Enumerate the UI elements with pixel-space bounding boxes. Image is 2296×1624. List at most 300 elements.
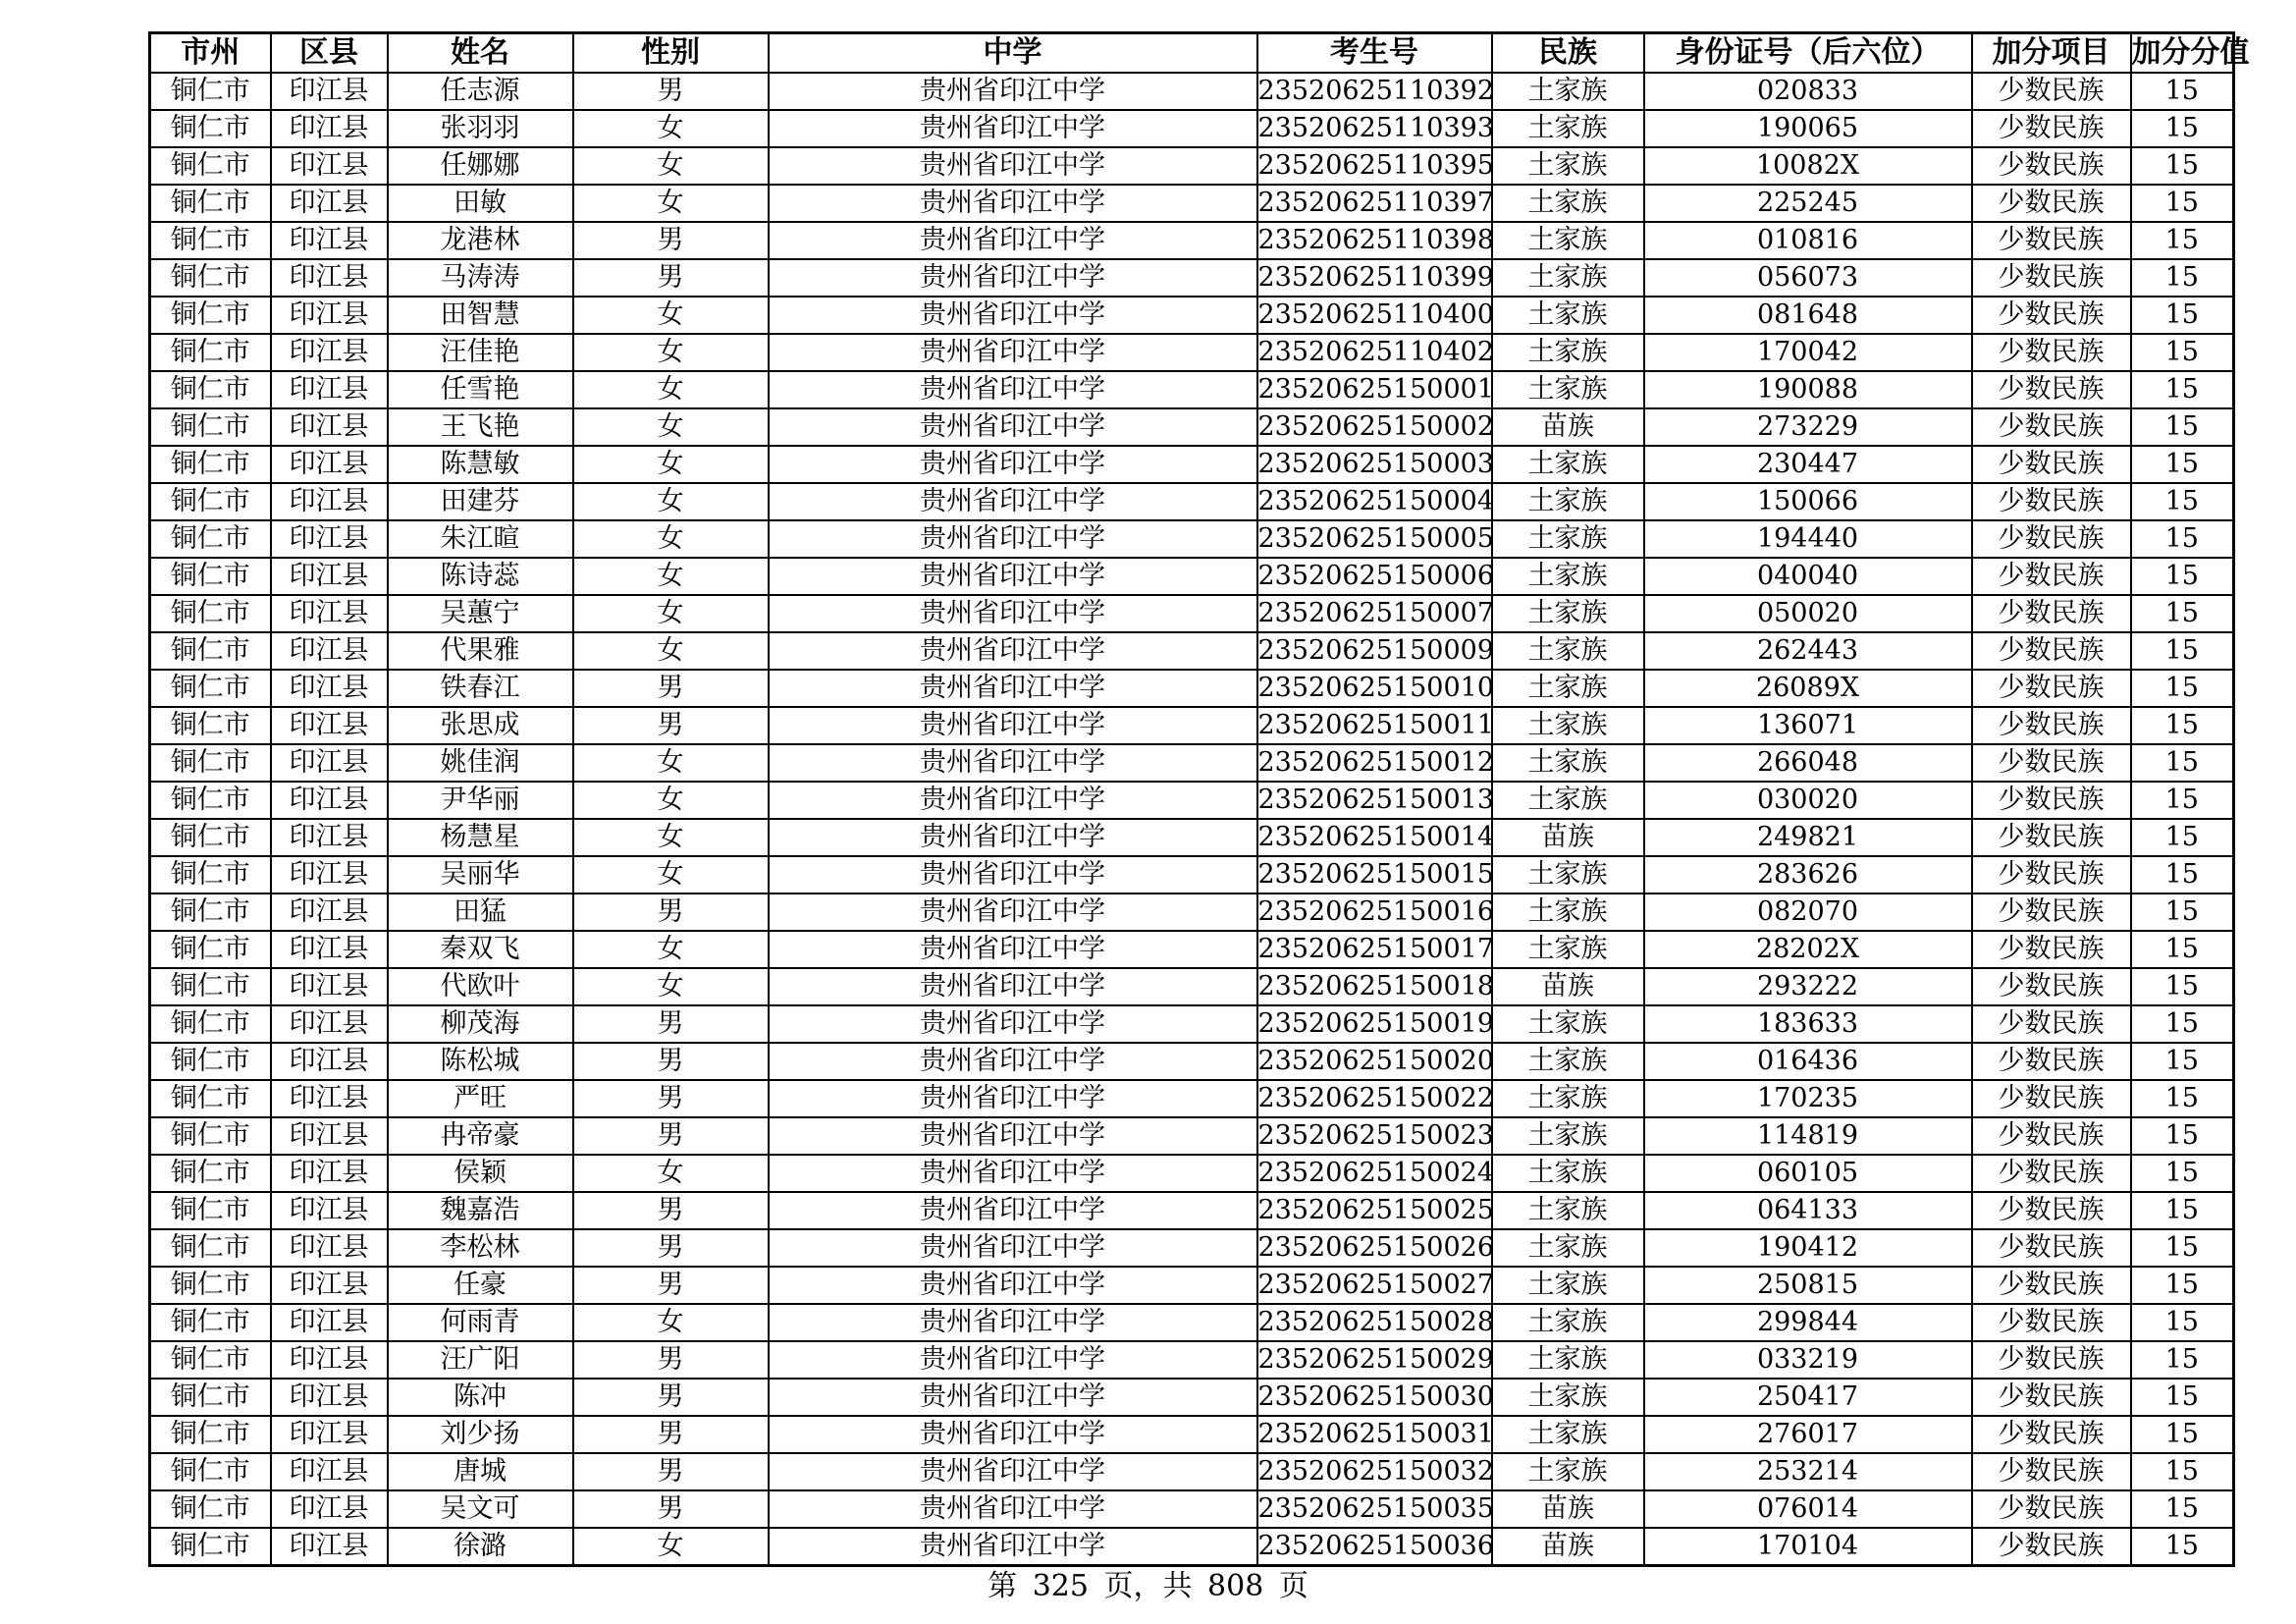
table-row bbox=[150, 1267, 2234, 1304]
table-row bbox=[150, 1155, 2234, 1192]
cell-exam-number: 23520625150029 bbox=[1257, 1341, 1492, 1379]
cell-ethnicity: 土家族 bbox=[1492, 371, 1644, 408]
cell-ethnicity: 土家族 bbox=[1492, 1304, 1644, 1341]
cell-gender: 男 bbox=[573, 222, 769, 259]
cell-name: 陈冲 bbox=[388, 1379, 573, 1416]
cell-exam-number: 23520625150023 bbox=[1257, 1117, 1492, 1155]
cell-bonus-value: 15 bbox=[2131, 371, 2234, 408]
cell-school: 贵州省印江中学 bbox=[769, 558, 1257, 595]
cell-school: 贵州省印江中学 bbox=[769, 1267, 1257, 1304]
cell-gender: 女 bbox=[573, 110, 769, 147]
table-row bbox=[150, 819, 2234, 856]
cell-gender: 男 bbox=[573, 893, 769, 931]
table-row bbox=[150, 483, 2234, 520]
cell-gender: 女 bbox=[573, 185, 769, 222]
cell-gender: 女 bbox=[573, 595, 769, 632]
cell-city: 铜仁市 bbox=[150, 483, 271, 520]
table-row bbox=[150, 782, 2234, 819]
cell-bonus-value: 15 bbox=[2131, 520, 2234, 558]
cell-id-last-six: 060105 bbox=[1644, 1155, 1972, 1192]
cell-id-last-six: 050020 bbox=[1644, 595, 1972, 632]
cell-bonus-value: 15 bbox=[2131, 1341, 2234, 1379]
cell-school: 贵州省印江中学 bbox=[769, 707, 1257, 744]
cell-exam-number: 23520625110397 bbox=[1257, 185, 1492, 222]
cell-bonus-item: 少数民族 bbox=[1972, 558, 2131, 595]
cell-county: 印江县 bbox=[271, 1416, 388, 1453]
cell-school: 贵州省印江中学 bbox=[769, 819, 1257, 856]
cell-exam-number: 23520625150030 bbox=[1257, 1379, 1492, 1416]
cell-name: 尹华丽 bbox=[388, 782, 573, 819]
table-row bbox=[150, 1490, 2234, 1528]
cell-bonus-item: 少数民族 bbox=[1972, 483, 2131, 520]
cell-city: 铜仁市 bbox=[150, 297, 271, 334]
cell-id-last-six: 056073 bbox=[1644, 259, 1972, 297]
cell-ethnicity: 土家族 bbox=[1492, 446, 1644, 483]
cell-school: 贵州省印江中学 bbox=[769, 147, 1257, 185]
cell-gender: 男 bbox=[573, 1192, 769, 1229]
cell-ethnicity: 土家族 bbox=[1492, 707, 1644, 744]
table-row bbox=[150, 1080, 2234, 1117]
cell-county: 印江县 bbox=[271, 968, 388, 1005]
cell-ethnicity: 土家族 bbox=[1492, 931, 1644, 968]
cell-city: 铜仁市 bbox=[150, 1416, 271, 1453]
cell-school: 贵州省印江中学 bbox=[769, 595, 1257, 632]
cell-exam-number: 23520625150001 bbox=[1257, 371, 1492, 408]
cell-ethnicity: 苗族 bbox=[1492, 968, 1644, 1005]
table-row bbox=[150, 558, 2234, 595]
cell-exam-number: 23520625110400 bbox=[1257, 297, 1492, 334]
cell-ethnicity: 苗族 bbox=[1492, 408, 1644, 446]
cell-ethnicity: 土家族 bbox=[1492, 1341, 1644, 1379]
cell-exam-number: 23520625150005 bbox=[1257, 520, 1492, 558]
cell-county: 印江县 bbox=[271, 782, 388, 819]
cell-gender: 女 bbox=[573, 446, 769, 483]
cell-county: 印江县 bbox=[271, 1192, 388, 1229]
cell-exam-number: 23520625150011 bbox=[1257, 707, 1492, 744]
table-row bbox=[150, 670, 2234, 707]
cell-ethnicity: 土家族 bbox=[1492, 297, 1644, 334]
cell-city: 铜仁市 bbox=[150, 893, 271, 931]
cell-county: 印江县 bbox=[271, 1155, 388, 1192]
table-row bbox=[150, 297, 2234, 334]
cell-name: 铁春江 bbox=[388, 670, 573, 707]
cell-bonus-item: 少数民族 bbox=[1972, 707, 2131, 744]
cell-name: 王飞艳 bbox=[388, 408, 573, 446]
cell-bonus-item: 少数民族 bbox=[1972, 931, 2131, 968]
cell-ethnicity: 土家族 bbox=[1492, 670, 1644, 707]
cell-ethnicity: 土家族 bbox=[1492, 1229, 1644, 1267]
cell-county: 印江县 bbox=[271, 185, 388, 222]
cell-ethnicity: 土家族 bbox=[1492, 73, 1644, 110]
cell-gender: 女 bbox=[573, 408, 769, 446]
cell-school: 贵州省印江中学 bbox=[769, 632, 1257, 670]
cell-city: 铜仁市 bbox=[150, 931, 271, 968]
cell-city: 铜仁市 bbox=[150, 1005, 271, 1043]
cell-school: 贵州省印江中学 bbox=[769, 856, 1257, 893]
cell-county: 印江县 bbox=[271, 1267, 388, 1304]
cell-bonus-item: 少数民族 bbox=[1972, 595, 2131, 632]
roster-sheet bbox=[148, 31, 2250, 1567]
header-exam-number: 考生号 bbox=[1257, 33, 1492, 74]
cell-bonus-item: 少数民族 bbox=[1972, 259, 2131, 297]
cell-gender: 女 bbox=[573, 856, 769, 893]
table-row bbox=[150, 931, 2234, 968]
cell-bonus-value: 15 bbox=[2131, 259, 2234, 297]
cell-name: 马涛涛 bbox=[388, 259, 573, 297]
cell-name: 汪广阳 bbox=[388, 1341, 573, 1379]
cell-ethnicity: 土家族 bbox=[1492, 744, 1644, 782]
cell-name: 田建芬 bbox=[388, 483, 573, 520]
cell-ethnicity: 土家族 bbox=[1492, 1005, 1644, 1043]
cell-name: 张思成 bbox=[388, 707, 573, 744]
cell-exam-number: 23520625150020 bbox=[1257, 1043, 1492, 1080]
table-row bbox=[150, 446, 2234, 483]
cell-id-last-six: 190412 bbox=[1644, 1229, 1972, 1267]
cell-city: 铜仁市 bbox=[150, 632, 271, 670]
cell-ethnicity: 土家族 bbox=[1492, 334, 1644, 371]
cell-name: 张羽羽 bbox=[388, 110, 573, 147]
cell-name: 徐潞 bbox=[388, 1528, 573, 1566]
table-row bbox=[150, 744, 2234, 782]
cell-exam-number: 23520625110392 bbox=[1257, 73, 1492, 110]
cell-city: 铜仁市 bbox=[150, 259, 271, 297]
table-row bbox=[150, 1528, 2234, 1566]
table-row bbox=[150, 856, 2234, 893]
header-ethnicity: 民族 bbox=[1492, 33, 1644, 74]
cell-ethnicity: 苗族 bbox=[1492, 819, 1644, 856]
table-row bbox=[150, 371, 2234, 408]
cell-gender: 女 bbox=[573, 371, 769, 408]
cell-ethnicity: 土家族 bbox=[1492, 1155, 1644, 1192]
cell-id-last-six: 033219 bbox=[1644, 1341, 1972, 1379]
cell-id-last-six: 170042 bbox=[1644, 334, 1972, 371]
cell-county: 印江县 bbox=[271, 707, 388, 744]
cell-county: 印江县 bbox=[271, 1080, 388, 1117]
cell-bonus-value: 15 bbox=[2131, 968, 2234, 1005]
cell-ethnicity: 土家族 bbox=[1492, 1080, 1644, 1117]
cell-county: 印江县 bbox=[271, 1043, 388, 1080]
table-row bbox=[150, 1192, 2234, 1229]
cell-city: 铜仁市 bbox=[150, 1117, 271, 1155]
cell-city: 铜仁市 bbox=[150, 371, 271, 408]
cell-bonus-item: 少数民族 bbox=[1972, 1043, 2131, 1080]
cell-name: 朱江暄 bbox=[388, 520, 573, 558]
cell-exam-number: 23520625150028 bbox=[1257, 1304, 1492, 1341]
table-row bbox=[150, 110, 2234, 147]
cell-gender: 女 bbox=[573, 744, 769, 782]
cell-gender: 女 bbox=[573, 520, 769, 558]
cell-bonus-value: 15 bbox=[2131, 334, 2234, 371]
cell-exam-number: 23520625150027 bbox=[1257, 1267, 1492, 1304]
cell-name: 汪佳艳 bbox=[388, 334, 573, 371]
cell-exam-number: 23520625150007 bbox=[1257, 595, 1492, 632]
cell-ethnicity: 土家族 bbox=[1492, 782, 1644, 819]
cell-exam-number: 23520625150024 bbox=[1257, 1155, 1492, 1192]
cell-ethnicity: 苗族 bbox=[1492, 1490, 1644, 1528]
cell-id-last-six: 076014 bbox=[1644, 1490, 1972, 1528]
cell-bonus-item: 少数民族 bbox=[1972, 1080, 2131, 1117]
table-row bbox=[150, 222, 2234, 259]
table-row bbox=[150, 147, 2234, 185]
cell-bonus-item: 少数民族 bbox=[1972, 1304, 2131, 1341]
cell-city: 铜仁市 bbox=[150, 1267, 271, 1304]
cell-city: 铜仁市 bbox=[150, 707, 271, 744]
cell-county: 印江县 bbox=[271, 856, 388, 893]
cell-id-last-six: 170235 bbox=[1644, 1080, 1972, 1117]
cell-ethnicity: 土家族 bbox=[1492, 595, 1644, 632]
cell-name: 陈慧敏 bbox=[388, 446, 573, 483]
header-city: 市州 bbox=[150, 33, 271, 74]
cell-exam-number: 23520625110399 bbox=[1257, 259, 1492, 297]
table-row bbox=[150, 595, 2234, 632]
cell-id-last-six: 114819 bbox=[1644, 1117, 1972, 1155]
cell-id-last-six: 081648 bbox=[1644, 297, 1972, 334]
cell-city: 铜仁市 bbox=[150, 520, 271, 558]
cell-name: 任豪 bbox=[388, 1267, 573, 1304]
cell-city: 铜仁市 bbox=[150, 147, 271, 185]
cell-ethnicity: 土家族 bbox=[1492, 147, 1644, 185]
cell-city: 铜仁市 bbox=[150, 1155, 271, 1192]
cell-bonus-item: 少数民族 bbox=[1972, 632, 2131, 670]
cell-school: 贵州省印江中学 bbox=[769, 1043, 1257, 1080]
cell-gender: 男 bbox=[573, 707, 769, 744]
cell-bonus-value: 15 bbox=[2131, 670, 2234, 707]
cell-exam-number: 23520625150013 bbox=[1257, 782, 1492, 819]
cell-county: 印江县 bbox=[271, 1453, 388, 1490]
cell-city: 铜仁市 bbox=[150, 73, 271, 110]
cell-school: 贵州省印江中学 bbox=[769, 1192, 1257, 1229]
cell-exam-number: 23520625150032 bbox=[1257, 1453, 1492, 1490]
cell-city: 铜仁市 bbox=[150, 446, 271, 483]
cell-school: 贵州省印江中学 bbox=[769, 371, 1257, 408]
cell-city: 铜仁市 bbox=[150, 856, 271, 893]
cell-school: 贵州省印江中学 bbox=[769, 1341, 1257, 1379]
table-row bbox=[150, 968, 2234, 1005]
cell-bonus-value: 15 bbox=[2131, 1379, 2234, 1416]
cell-name: 吴丽华 bbox=[388, 856, 573, 893]
cell-gender: 女 bbox=[573, 1155, 769, 1192]
cell-bonus-item: 少数民族 bbox=[1972, 893, 2131, 931]
cell-ethnicity: 土家族 bbox=[1492, 1117, 1644, 1155]
cell-bonus-item: 少数民族 bbox=[1972, 1267, 2131, 1304]
cell-ethnicity: 土家族 bbox=[1492, 483, 1644, 520]
cell-name: 任雪艳 bbox=[388, 371, 573, 408]
cell-county: 印江县 bbox=[271, 1490, 388, 1528]
cell-county: 印江县 bbox=[271, 147, 388, 185]
table-row bbox=[150, 1043, 2234, 1080]
cell-school: 贵州省印江中学 bbox=[769, 73, 1257, 110]
cell-gender: 男 bbox=[573, 259, 769, 297]
cell-id-last-six: 136071 bbox=[1644, 707, 1972, 744]
cell-bonus-value: 15 bbox=[2131, 931, 2234, 968]
cell-county: 印江县 bbox=[271, 1528, 388, 1566]
cell-name: 陈松城 bbox=[388, 1043, 573, 1080]
cell-name: 任志源 bbox=[388, 73, 573, 110]
cell-name: 代果雅 bbox=[388, 632, 573, 670]
cell-city: 铜仁市 bbox=[150, 968, 271, 1005]
cell-exam-number: 23520625150016 bbox=[1257, 893, 1492, 931]
cell-bonus-value: 15 bbox=[2131, 707, 2234, 744]
cell-city: 铜仁市 bbox=[150, 819, 271, 856]
cell-county: 印江县 bbox=[271, 1117, 388, 1155]
cell-city: 铜仁市 bbox=[150, 110, 271, 147]
cell-id-last-six: 273229 bbox=[1644, 408, 1972, 446]
cell-gender: 女 bbox=[573, 968, 769, 1005]
cell-gender: 女 bbox=[573, 297, 769, 334]
cell-exam-number: 23520625150009 bbox=[1257, 632, 1492, 670]
cell-exam-number: 23520625110402 bbox=[1257, 334, 1492, 371]
cell-ethnicity: 土家族 bbox=[1492, 222, 1644, 259]
cell-name: 唐城 bbox=[388, 1453, 573, 1490]
cell-city: 铜仁市 bbox=[150, 222, 271, 259]
table-row bbox=[150, 1229, 2234, 1267]
cell-id-last-six: 183633 bbox=[1644, 1005, 1972, 1043]
cell-exam-number: 23520625150002 bbox=[1257, 408, 1492, 446]
cell-bonus-value: 15 bbox=[2131, 782, 2234, 819]
cell-bonus-item: 少数民族 bbox=[1972, 110, 2131, 147]
cell-ethnicity: 土家族 bbox=[1492, 110, 1644, 147]
cell-city: 铜仁市 bbox=[150, 558, 271, 595]
cell-bonus-item: 少数民族 bbox=[1972, 1192, 2131, 1229]
cell-id-last-six: 230447 bbox=[1644, 446, 1972, 483]
cell-school: 贵州省印江中学 bbox=[769, 670, 1257, 707]
cell-bonus-item: 少数民族 bbox=[1972, 147, 2131, 185]
cell-bonus-value: 15 bbox=[2131, 1117, 2234, 1155]
cell-school: 贵州省印江中学 bbox=[769, 893, 1257, 931]
cell-city: 铜仁市 bbox=[150, 408, 271, 446]
cell-id-last-six: 293222 bbox=[1644, 968, 1972, 1005]
cell-bonus-item: 少数民族 bbox=[1972, 1117, 2131, 1155]
cell-school: 贵州省印江中学 bbox=[769, 408, 1257, 446]
bonus-points-table bbox=[148, 31, 2250, 1567]
cell-id-last-six: 249821 bbox=[1644, 819, 1972, 856]
cell-id-last-six: 276017 bbox=[1644, 1416, 1972, 1453]
cell-bonus-item: 少数民族 bbox=[1972, 782, 2131, 819]
cell-bonus-value: 15 bbox=[2131, 1080, 2234, 1117]
cell-city: 铜仁市 bbox=[150, 782, 271, 819]
cell-school: 贵州省印江中学 bbox=[769, 1528, 1257, 1566]
table-header-row bbox=[150, 33, 2234, 74]
cell-city: 铜仁市 bbox=[150, 1528, 271, 1566]
cell-bonus-item: 少数民族 bbox=[1972, 1453, 2131, 1490]
cell-gender: 女 bbox=[573, 147, 769, 185]
cell-gender: 男 bbox=[573, 73, 769, 110]
cell-name: 田猛 bbox=[388, 893, 573, 931]
cell-county: 印江县 bbox=[271, 446, 388, 483]
cell-bonus-value: 15 bbox=[2131, 408, 2234, 446]
cell-city: 铜仁市 bbox=[150, 670, 271, 707]
cell-bonus-item: 少数民族 bbox=[1972, 446, 2131, 483]
cell-bonus-item: 少数民族 bbox=[1972, 670, 2131, 707]
cell-gender: 男 bbox=[573, 1117, 769, 1155]
cell-ethnicity: 苗族 bbox=[1492, 1528, 1644, 1566]
cell-name: 吴文可 bbox=[388, 1490, 573, 1528]
cell-exam-number: 23520625150018 bbox=[1257, 968, 1492, 1005]
cell-bonus-item: 少数民族 bbox=[1972, 856, 2131, 893]
cell-bonus-value: 15 bbox=[2131, 1192, 2234, 1229]
cell-id-last-six: 250417 bbox=[1644, 1379, 1972, 1416]
cell-id-last-six: 26089X bbox=[1644, 670, 1972, 707]
cell-name: 龙港林 bbox=[388, 222, 573, 259]
cell-bonus-item: 少数民族 bbox=[1972, 1229, 2131, 1267]
cell-bonus-value: 15 bbox=[2131, 446, 2234, 483]
cell-school: 贵州省印江中学 bbox=[769, 334, 1257, 371]
cell-city: 铜仁市 bbox=[150, 1379, 271, 1416]
cell-exam-number: 23520625110398 bbox=[1257, 222, 1492, 259]
cell-city: 铜仁市 bbox=[150, 1229, 271, 1267]
table-row bbox=[150, 1304, 2234, 1341]
cell-gender: 女 bbox=[573, 558, 769, 595]
cell-gender: 男 bbox=[573, 1341, 769, 1379]
cell-school: 贵州省印江中学 bbox=[769, 931, 1257, 968]
cell-ethnicity: 土家族 bbox=[1492, 1043, 1644, 1080]
cell-exam-number: 23520625150012 bbox=[1257, 744, 1492, 782]
cell-city: 铜仁市 bbox=[150, 1304, 271, 1341]
cell-bonus-value: 15 bbox=[2131, 819, 2234, 856]
cell-gender: 男 bbox=[573, 1005, 769, 1043]
cell-exam-number: 23520625150014 bbox=[1257, 819, 1492, 856]
cell-id-last-six: 194440 bbox=[1644, 520, 1972, 558]
table-row bbox=[150, 408, 2234, 446]
cell-school: 贵州省印江中学 bbox=[769, 1155, 1257, 1192]
cell-county: 印江县 bbox=[271, 297, 388, 334]
cell-gender: 男 bbox=[573, 1080, 769, 1117]
cell-bonus-value: 15 bbox=[2131, 110, 2234, 147]
cell-id-last-six: 266048 bbox=[1644, 744, 1972, 782]
cell-city: 铜仁市 bbox=[150, 744, 271, 782]
header-name: 姓名 bbox=[388, 33, 573, 74]
cell-city: 铜仁市 bbox=[150, 1192, 271, 1229]
cell-bonus-item: 少数民族 bbox=[1972, 185, 2131, 222]
cell-bonus-value: 15 bbox=[2131, 297, 2234, 334]
cell-school: 贵州省印江中学 bbox=[769, 1379, 1257, 1416]
cell-exam-number: 23520625110395 bbox=[1257, 147, 1492, 185]
cell-name: 冉帝豪 bbox=[388, 1117, 573, 1155]
cell-gender: 男 bbox=[573, 1379, 769, 1416]
cell-ethnicity: 土家族 bbox=[1492, 520, 1644, 558]
cell-county: 印江县 bbox=[271, 595, 388, 632]
cell-name: 严旺 bbox=[388, 1080, 573, 1117]
cell-id-last-six: 262443 bbox=[1644, 632, 1972, 670]
cell-bonus-value: 15 bbox=[2131, 1155, 2234, 1192]
cell-county: 印江县 bbox=[271, 632, 388, 670]
cell-exam-number: 23520625150035 bbox=[1257, 1490, 1492, 1528]
header-county: 区县 bbox=[271, 33, 388, 74]
cell-bonus-item: 少数民族 bbox=[1972, 1490, 2131, 1528]
cell-ethnicity: 土家族 bbox=[1492, 1267, 1644, 1304]
table-row bbox=[150, 259, 2234, 297]
cell-county: 印江县 bbox=[271, 371, 388, 408]
cell-gender: 男 bbox=[573, 1043, 769, 1080]
cell-school: 贵州省印江中学 bbox=[769, 110, 1257, 147]
cell-id-last-six: 170104 bbox=[1644, 1528, 1972, 1566]
cell-city: 铜仁市 bbox=[150, 185, 271, 222]
cell-ethnicity: 土家族 bbox=[1492, 893, 1644, 931]
cell-ethnicity: 土家族 bbox=[1492, 1379, 1644, 1416]
cell-gender: 男 bbox=[573, 1453, 769, 1490]
cell-county: 印江县 bbox=[271, 744, 388, 782]
cell-bonus-value: 15 bbox=[2131, 147, 2234, 185]
cell-exam-number: 23520625110393 bbox=[1257, 110, 1492, 147]
cell-county: 印江县 bbox=[271, 259, 388, 297]
cell-gender: 男 bbox=[573, 1267, 769, 1304]
table-body bbox=[150, 73, 2234, 1566]
cell-county: 印江县 bbox=[271, 1379, 388, 1416]
cell-exam-number: 23520625150019 bbox=[1257, 1005, 1492, 1043]
cell-bonus-value: 15 bbox=[2131, 1453, 2234, 1490]
cell-exam-number: 23520625150015 bbox=[1257, 856, 1492, 893]
cell-id-last-six: 283626 bbox=[1644, 856, 1972, 893]
